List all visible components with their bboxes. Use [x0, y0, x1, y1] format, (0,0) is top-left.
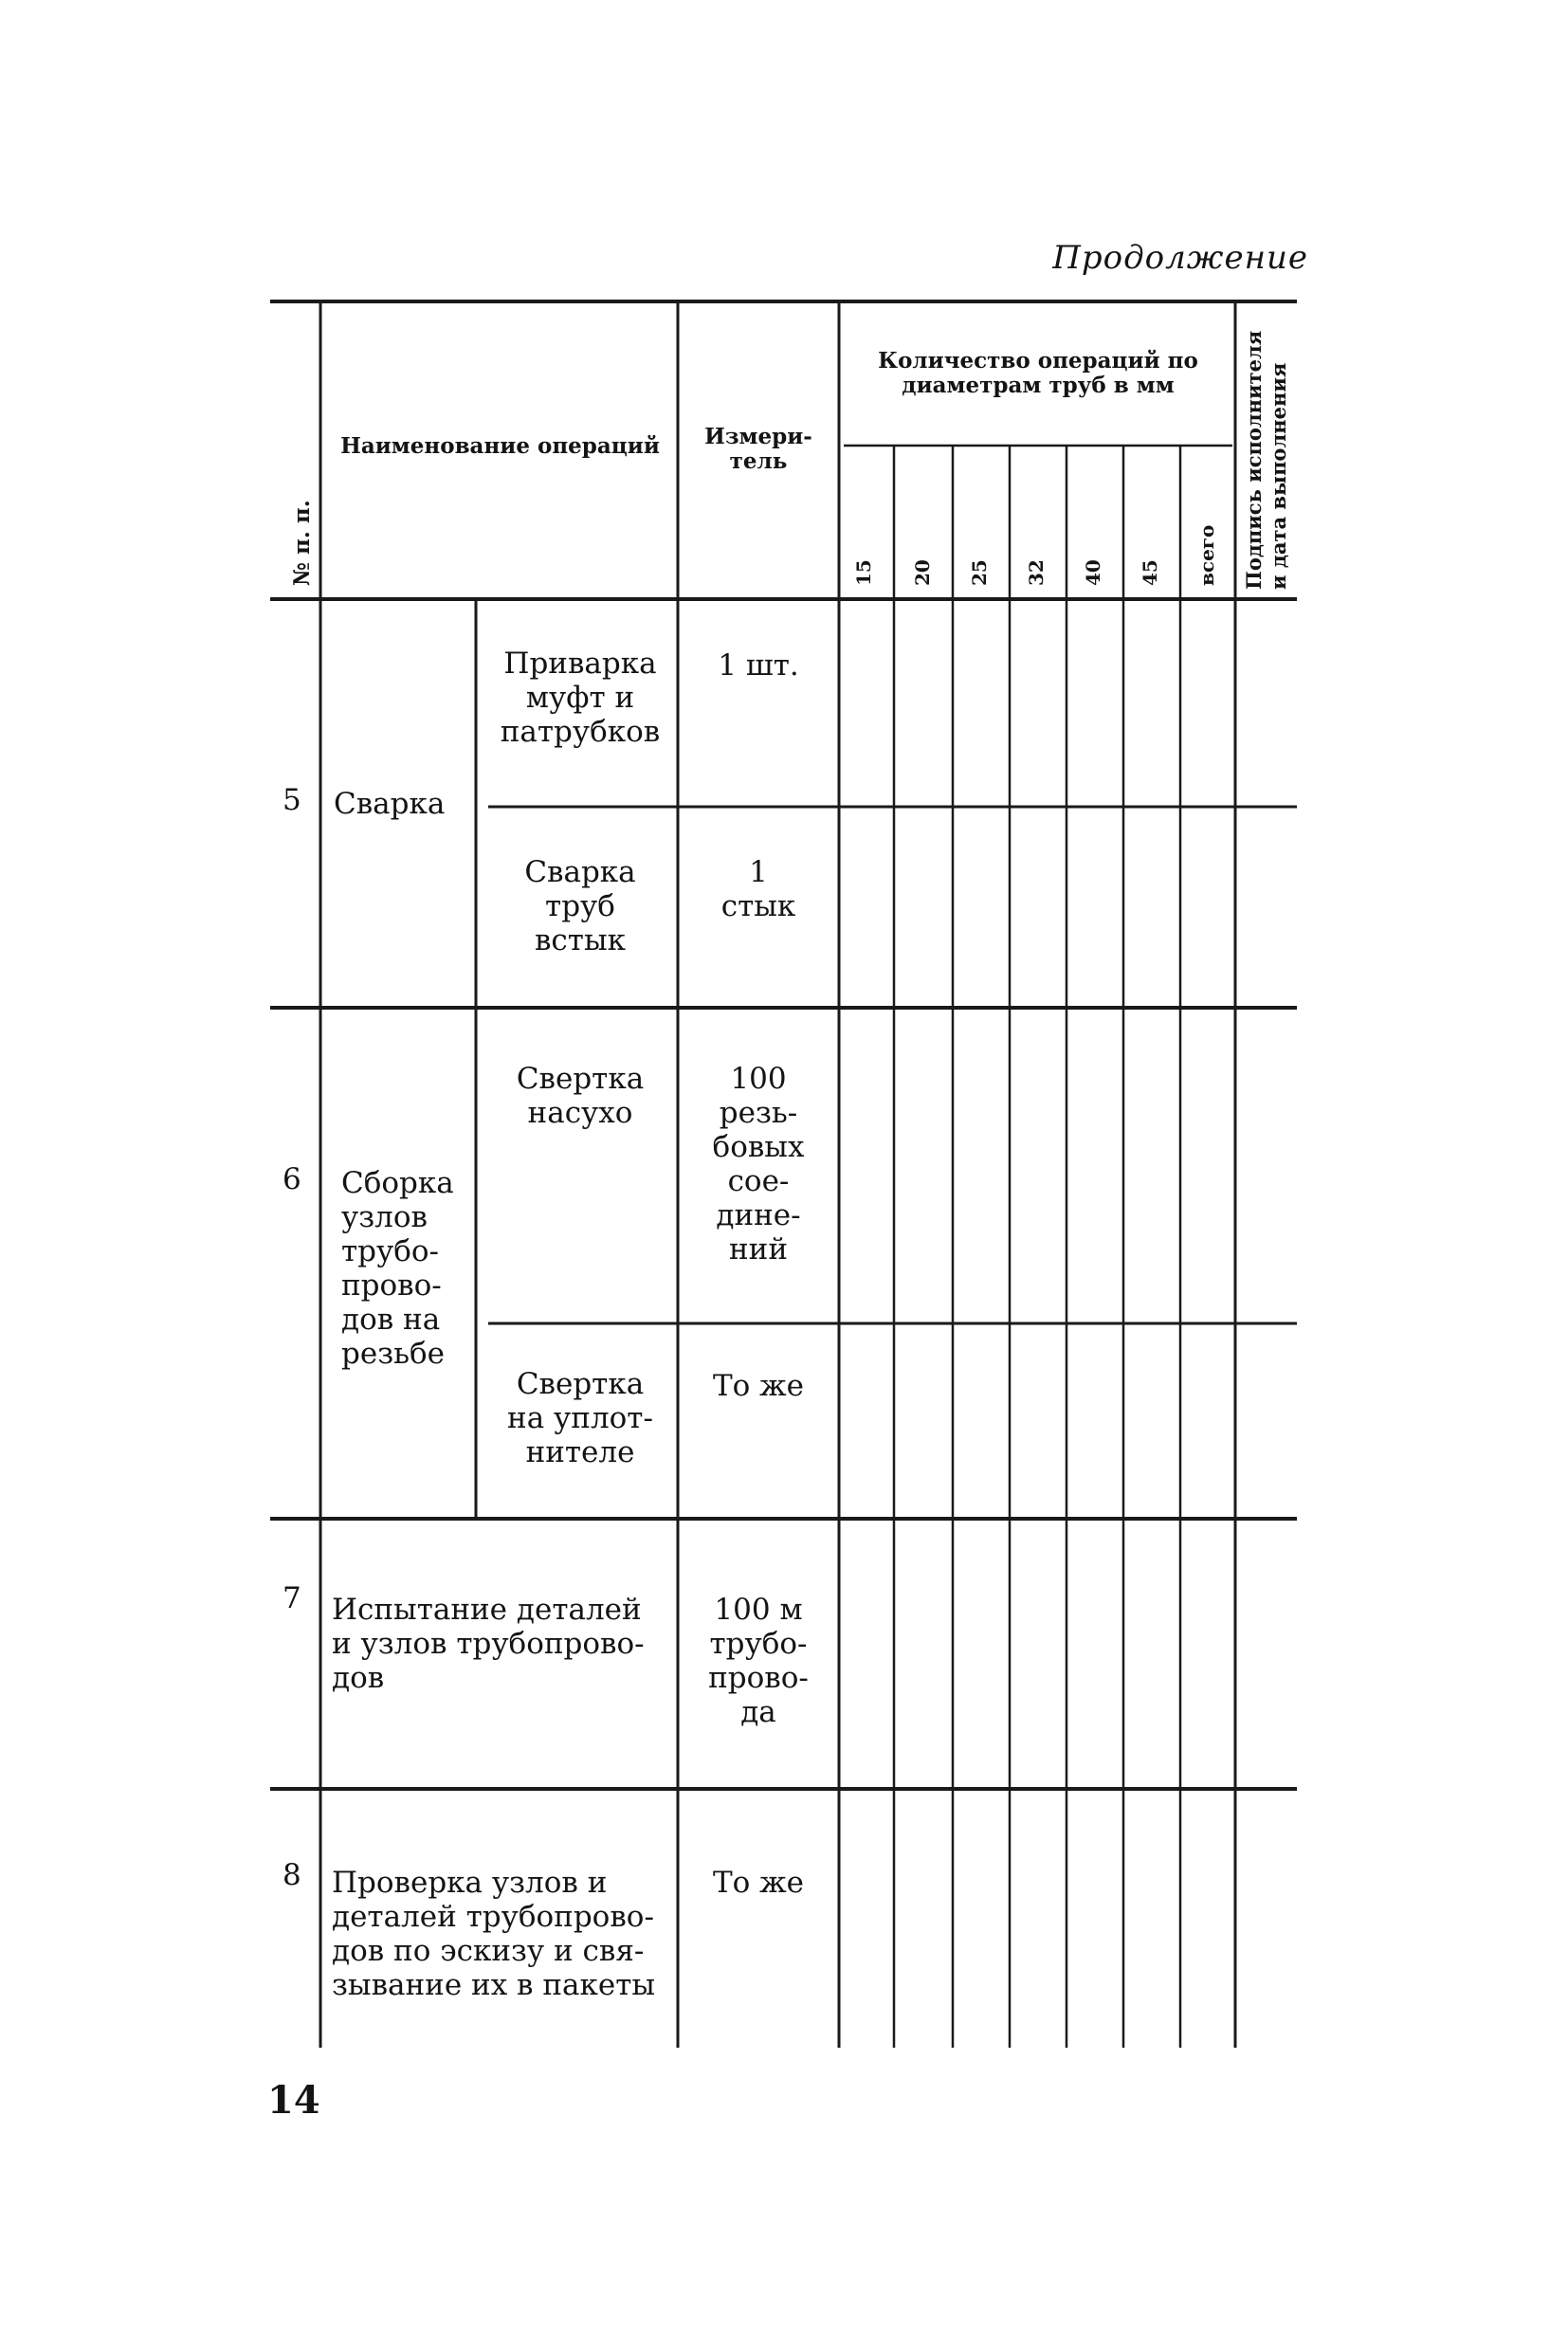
- unit-value: 1 стык: [720, 855, 796, 923]
- continuation-label: Продолжение: [1052, 239, 1308, 277]
- operation-name: Свертка насухо: [516, 1062, 645, 1130]
- unit-value: 100 резь- бовых сое- дине- ний: [712, 1062, 805, 1267]
- header-diameter-32: 32: [1025, 559, 1048, 586]
- header-diameter-15: 15: [852, 559, 875, 586]
- row-group-label: Сборка узлов трубо- прово- дов на резьбе: [341, 1166, 454, 1371]
- unit-value: 1 шт.: [718, 648, 799, 683]
- header-number-column: № п. п.: [289, 500, 315, 586]
- unit-value: 100 м трубо- прово- да: [708, 1593, 809, 1729]
- unit-value: То же: [712, 1369, 805, 1403]
- header-quantity-group: Количество операций по диаметрам труб в мм: [878, 348, 1198, 398]
- row-number: 6: [283, 1162, 301, 1196]
- header-diameter-45: 45: [1139, 559, 1161, 586]
- page-number: 14: [267, 2078, 320, 2123]
- header-diameter-25: 25: [968, 559, 991, 586]
- header-diameter-20: 20: [911, 559, 934, 586]
- operation-name: Проверка узлов и деталей трубопрово- дов по эскизу и свя- зывание их в пакеты: [332, 1866, 656, 2002]
- operation-name: Свертка на уплот- нителе: [507, 1367, 653, 1469]
- row-number: 5: [283, 783, 301, 817]
- row-group-label: Сварка: [334, 787, 446, 821]
- row-number: 8: [283, 1858, 301, 1892]
- operation-name: Сварка труб встык: [524, 855, 636, 957]
- header-diameter-40: 40: [1082, 559, 1104, 586]
- row-number: 7: [283, 1581, 301, 1615]
- unit-value: То же: [712, 1866, 805, 1900]
- operation-name: Приварка муфт и патрубков: [500, 647, 661, 749]
- header-signature-line1: Подпись исполнителя: [1242, 330, 1266, 590]
- header-operation-column: Наименование операций: [340, 433, 660, 459]
- operation-name: Испытание деталей и узлов трубопрово- дов: [332, 1593, 645, 1695]
- header-signature-line2: и дата выполнения: [1267, 362, 1290, 590]
- header-unit-column: Измери- тель: [704, 424, 812, 474]
- header-total: всего: [1195, 524, 1218, 586]
